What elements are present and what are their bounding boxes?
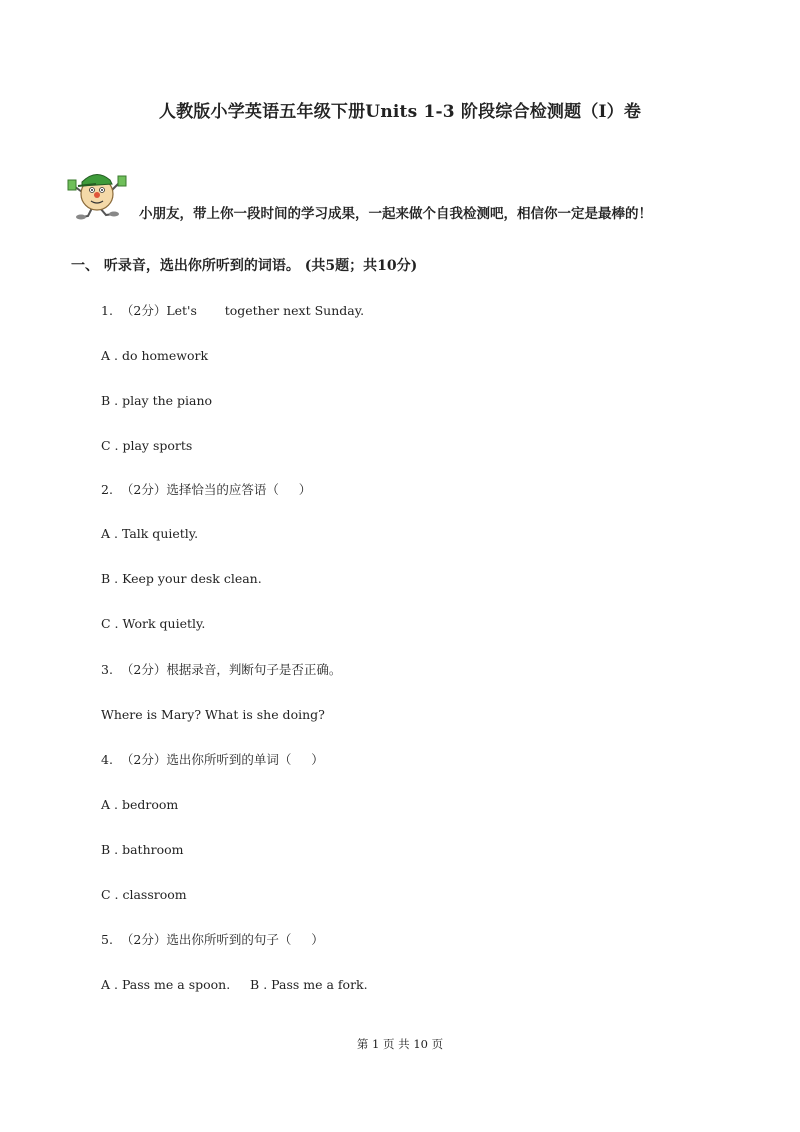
question-5-options: A . Pass me a spoon. B . Pass me a fork.: [101, 977, 368, 992]
question-3-stem: 3. （2分）根据录音，判断句子是否正确。: [101, 662, 342, 677]
intro-text: 小朋友，带上你一段时间的学习成果，一起来做个自我检测吧，相信你一定是最棒的！: [139, 206, 652, 222]
question-4-stem: 4. （2分）选出你所听到的单词（ ）: [101, 752, 324, 767]
question-1-option-a: A . do homework: [101, 348, 209, 363]
question-2-option-c: C . Work quietly.: [101, 616, 206, 631]
page-footer: 第 1 页 共 10 页: [356, 1037, 444, 1051]
question-1-option-c: C . play sports: [101, 438, 193, 453]
question-1-option-b: B . play the piano: [101, 393, 213, 408]
question-2-option-a: A . Talk quietly.: [101, 526, 199, 541]
section-heading: 一、 听录音，选出你所听到的词语。 (共5题；共10分): [71, 258, 418, 274]
question-5-stem: 5. （2分）选出你所听到的句子（ ）: [101, 932, 324, 947]
question-4-option-b: B . bathroom: [101, 842, 184, 857]
question-3-sentence: Where is Mary? What is she doing?: [101, 707, 325, 722]
question-4-option-c: C . classroom: [101, 887, 187, 902]
page-title: 人教版小学英语五年级下册Units 1-3 阶段综合检测题（I）卷: [158, 102, 642, 122]
question-4-option-a: A . bedroom: [101, 797, 179, 812]
question-2-stem: 2. （2分）选择恰当的应答语（ ）: [101, 482, 312, 497]
question-2-option-b: B . Keep your desk clean.: [101, 571, 262, 586]
mascot-icon: [66, 164, 128, 220]
question-1-stem: 1. （2分）Let's together next Sunday.: [101, 303, 365, 318]
